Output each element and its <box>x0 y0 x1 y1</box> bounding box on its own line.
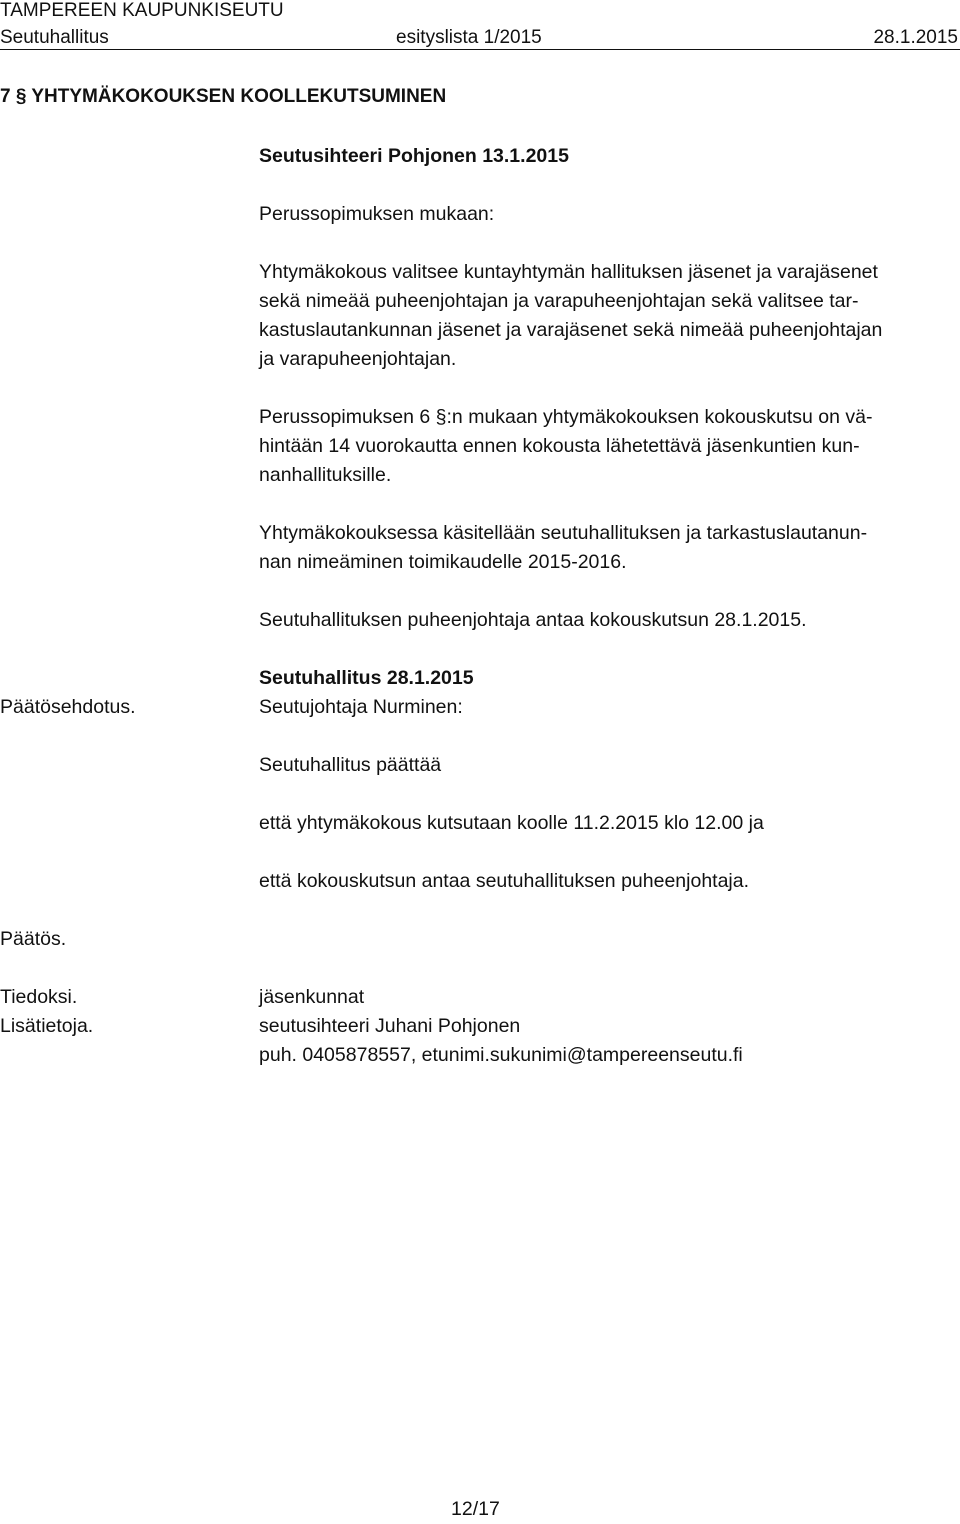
paragraph-1 <box>259 258 959 374</box>
paragraph-3 <box>259 519 959 577</box>
presenter-line: Seutusihteeri Pohjonen 13.1.2015 <box>259 145 569 167</box>
proposal-meeting: Seutuhallitus 28.1.2015 <box>259 667 474 689</box>
paragraph-line: Yhtymäkokouksessa käsitellään seutuhallituksen ja tarkastuslautanun- <box>259 522 868 544</box>
paragraph-line: Yhtymäkokous valitsee kuntayhtymän hallituksen jäsenet ja varajäsenet <box>259 261 878 283</box>
paragraph-4: Seutuhallituksen puheenjohtaja antaa kokouskutsun 28.1.2015. <box>259 609 807 631</box>
proposal-item-2: että kokouskutsun antaa seutuhallituksen puheenjohtaja. <box>259 870 750 892</box>
intro-heading: Perussopimuksen mukaan: <box>259 203 495 225</box>
paragraph-line: hintään 14 vuorokautta ennen kokousta lähetettävä jäsenkuntien kun- <box>259 435 860 457</box>
proposal-label: Päätösehdotus. <box>0 696 136 718</box>
paragraph-line: ja varapuheenjohtajan. <box>259 348 457 370</box>
paragraph-line: nan nimeäminen toimikaudelle 2015-2016. <box>259 551 627 573</box>
header-divider <box>0 49 960 50</box>
contact-name: seutusihteeri Juhani Pohjonen <box>259 1015 521 1037</box>
header-date: 28.1.2015 <box>873 27 958 48</box>
proposal-item-1: että yhtymäkokous kutsutaan koolle 11.2.2015 klo 12.00 ja <box>259 812 764 834</box>
header-agenda: esityslista 1/2015 <box>396 27 542 48</box>
paragraph-2 <box>259 403 959 490</box>
lisatietoja-label: Lisätietoja. <box>0 1015 94 1037</box>
org-name: TAMPEREEN KAUPUNKISEUTU <box>0 0 284 21</box>
section-title: 7 § YHTYMÄKOKOUKSEN KOOLLEKUTSUMINEN <box>0 86 447 107</box>
contact-phone-email: puh. 0405878557, etunimi.sukunimi@tampereenseutu.fi <box>259 1044 743 1066</box>
paragraph-line: Perussopimuksen 6 §:n mukaan yhtymäkokouksen kokouskutsu on vä- <box>259 406 873 428</box>
tiedoksi-value: jäsenkunnat <box>259 986 365 1008</box>
decision-label: Päätös. <box>0 928 67 950</box>
paragraph-line: sekä nimeää puheenjohtajan ja varapuheenjohtajan sekä valitsee tar- <box>259 290 859 312</box>
paragraph-line: kastuslautankunnan jäsenet ja varajäsenet sekä nimeää puheenjohtajan <box>259 319 883 341</box>
tiedoksi-label: Tiedoksi. <box>0 986 78 1008</box>
proposal-decides: Seutuhallitus päättää <box>259 754 442 776</box>
proposal-proposer: Seutujohtaja Nurminen: <box>259 696 463 718</box>
header-body: Seutuhallitus <box>0 27 109 48</box>
page-number: 12/17 <box>451 1498 500 1520</box>
paragraph-line: nanhallituksille. <box>259 464 392 486</box>
